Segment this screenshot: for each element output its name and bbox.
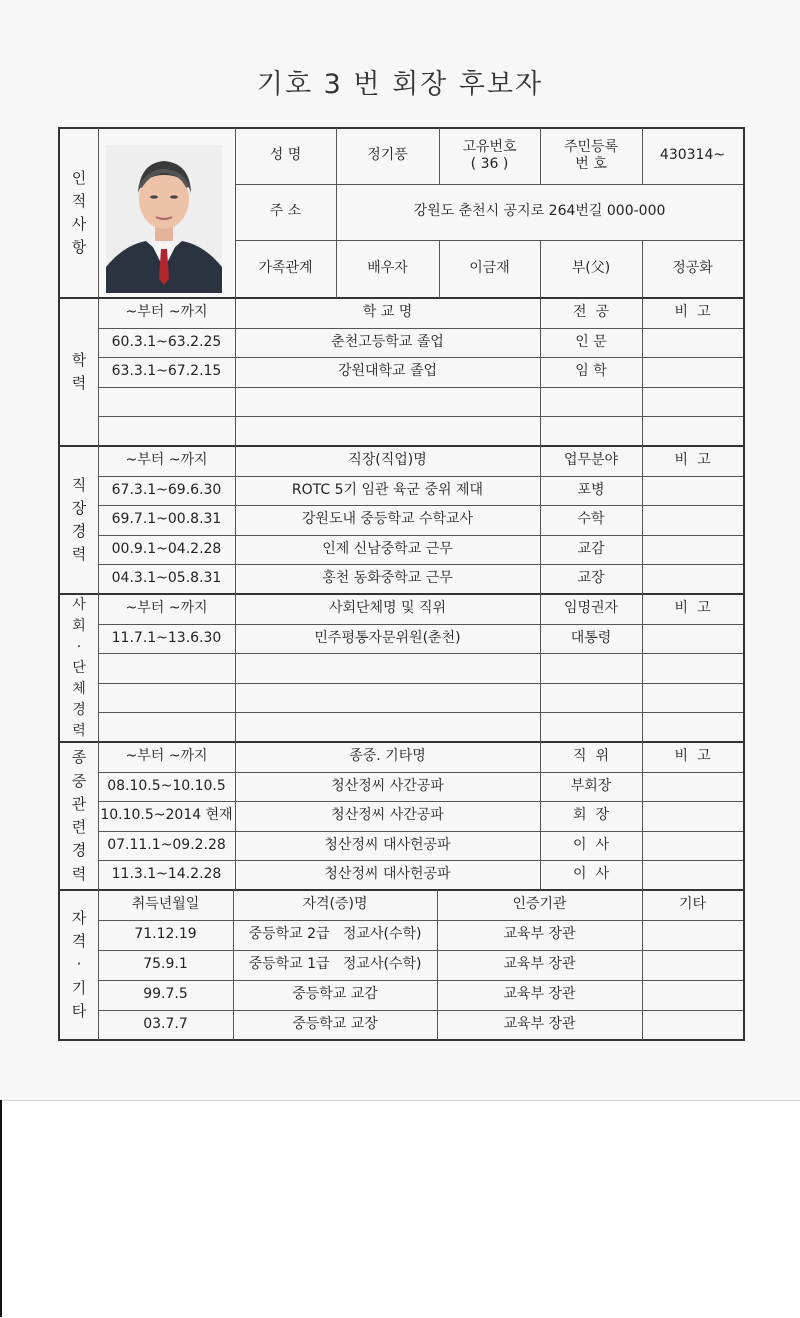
qualifications-name-cell: 중등학교 교감 [292, 986, 378, 1003]
career-name-cell: ROTC 5기 임관 육군 중위 제대 [291, 481, 484, 498]
social-period-cell: 11.7.1~13.6.30 [111, 629, 222, 646]
column-divider [235, 446, 236, 594]
career-period-cell: 69.7.1~00.8.31 [111, 511, 222, 528]
address-value: 강원도 춘천시 공지로 264번길 000-000 [413, 203, 666, 220]
column-divider [642, 298, 643, 446]
education-header-period-cell: ~부터 ~까지 [125, 304, 208, 321]
clan-header-note-cell: 비 고 [674, 748, 711, 765]
social-name-cell [235, 653, 540, 683]
row-divider [98, 712, 743, 713]
id-number-label: 고유번호 ( 36 ) [462, 138, 517, 172]
education-field-cell: 인 문 [575, 333, 607, 350]
clan-header-period-cell: ~부터 ~까지 [125, 748, 208, 765]
column-divider [642, 890, 643, 1040]
qualifications-period-cell: 71.12.19 [134, 926, 197, 943]
social-header-note-cell: 비 고 [674, 600, 711, 617]
row-divider [98, 357, 743, 358]
table-border [58, 127, 60, 1041]
clan-note-cell [642, 801, 743, 831]
column-divider [98, 890, 99, 1040]
column-divider [98, 742, 99, 890]
table-border [235, 240, 743, 241]
education-name-cell [235, 387, 540, 417]
column-divider [540, 446, 541, 594]
qualifications-header-name-cell: 자격(증)명 [302, 896, 368, 913]
clan-field-cell: 이 사 [573, 836, 609, 853]
social-period-cell [98, 683, 235, 713]
qualifications-field-cell: 교육부 장관 [503, 1016, 576, 1033]
column-divider [235, 742, 236, 890]
social-name-cell: 민주평통자문위원(춘천) [314, 629, 461, 646]
clan-header-field-cell: 직 위 [573, 748, 609, 765]
column-divider [98, 446, 99, 594]
table-border [642, 128, 643, 184]
row-divider [98, 950, 743, 951]
candidate-name: 정기풍 [367, 147, 408, 164]
scan-background [0, 1100, 800, 1318]
spouse-name: 이금재 [469, 260, 510, 277]
clan-field-cell: 회 장 [573, 807, 609, 824]
career-field-cell: 포병 [577, 481, 605, 498]
clan-note-cell [642, 860, 743, 890]
career-header-note-cell: 비 고 [674, 452, 711, 469]
column-divider [540, 742, 541, 890]
column-divider [98, 298, 99, 446]
career-field-cell: 수학 [577, 511, 605, 528]
qualifications-name-cell: 중등학교 1급 정교사(수학) [248, 956, 422, 973]
social-header-name-cell: 사회단체명 및 직위 [328, 600, 447, 617]
row-divider [98, 801, 743, 802]
qualifications-period-cell: 99.7.5 [143, 986, 188, 1003]
social-note-cell [642, 624, 743, 654]
row-divider [98, 476, 743, 477]
spouse-label: 배우자 [367, 260, 408, 277]
education-header-note-cell: 비 고 [674, 304, 711, 321]
table-border [235, 184, 743, 185]
education-name-cell [235, 416, 540, 446]
scan-edge [0, 1100, 2, 1317]
row-divider [98, 860, 743, 861]
table-border [336, 240, 337, 298]
clan-field-cell: 부회장 [570, 777, 612, 794]
social-header-period-cell: ~부터 ~까지 [125, 600, 208, 617]
row-divider [98, 1010, 743, 1011]
column-divider [540, 298, 541, 446]
row-divider [98, 772, 743, 773]
qualifications-header-field-cell: 인증기관 [512, 896, 567, 913]
education-name-cell: 춘천고등학교 졸업 [331, 333, 444, 350]
clan-name-cell: 청산정씨 사간공파 [331, 807, 444, 824]
clan-name-cell: 청산정씨 대사헌공파 [324, 866, 451, 883]
page-title: 기호 3 번 회장 후보자 [256, 69, 544, 100]
social-header-field-cell: 임명권자 [563, 600, 619, 617]
clan-name-cell: 청산정씨 사간공파 [331, 777, 444, 794]
education-header-name-cell: 학 교 명 [362, 304, 413, 321]
social-note-cell [642, 712, 743, 742]
social-note-cell [642, 653, 743, 683]
education-note-cell [642, 416, 743, 446]
table-border [439, 128, 440, 184]
table-border [743, 127, 745, 1041]
career-note-cell [642, 505, 743, 535]
registration-label: 주민등록 번 호 [563, 138, 619, 172]
row-divider [98, 831, 743, 832]
education-period-cell [98, 387, 235, 417]
father-name: 정공화 [672, 260, 713, 277]
qualifications-header-note-cell: 기타 [678, 896, 707, 913]
career-header-field-cell: 업무분야 [563, 452, 619, 469]
social-field-cell [540, 712, 642, 742]
column-divider [98, 594, 99, 742]
row-divider [98, 624, 743, 625]
row-divider [98, 387, 743, 388]
career-name-cell: 홍천 동화중학교 근무 [322, 570, 453, 587]
career-name-cell: 인제 신남중학교 근무 [322, 540, 453, 557]
qualifications-section-label: 자 격 · 기 타 [71, 908, 87, 1020]
clan-note-cell [642, 772, 743, 802]
table-border [540, 128, 541, 184]
qualifications-field-cell: 교육부 장관 [503, 926, 576, 943]
social-field-cell [540, 653, 642, 683]
education-section-label: 학 력 [71, 350, 87, 392]
social-section-label: 사 회 · 단 체 경 력 [72, 596, 86, 739]
table-border [642, 240, 643, 298]
column-divider [437, 890, 438, 1040]
qualifications-note-cell [642, 950, 743, 980]
career-note-cell [642, 564, 743, 594]
column-divider [235, 594, 236, 742]
table-border [336, 128, 337, 184]
qualifications-header-period-cell: 취득년월일 [131, 896, 200, 913]
education-field-cell [540, 387, 642, 417]
clan-section-label: 종 중 관 련 경 력 [71, 748, 87, 883]
clan-name-cell: 청산정씨 대사헌공파 [324, 836, 451, 853]
row-divider [98, 920, 743, 921]
row-divider [98, 328, 743, 329]
career-note-cell [642, 476, 743, 506]
social-field-cell: 대통령 [570, 629, 612, 646]
career-period-cell: 00.9.1~04.2.28 [111, 540, 222, 557]
social-name-cell [235, 712, 540, 742]
table-border [540, 240, 541, 298]
education-period-cell: 60.3.1~63.2.25 [111, 333, 222, 350]
education-period-cell: 63.3.1~67.2.15 [111, 363, 222, 380]
education-note-cell [642, 387, 743, 417]
row-divider [98, 980, 743, 981]
registration-value: 430314~ [659, 147, 726, 164]
career-note-cell [642, 535, 743, 565]
qualifications-name-cell: 중등학교 교장 [292, 1016, 378, 1033]
candidate-photo [106, 145, 222, 293]
career-field-cell: 교장 [577, 570, 605, 587]
column-divider [642, 594, 643, 742]
row-divider [98, 564, 743, 565]
career-field-cell: 교감 [577, 540, 605, 557]
row-divider [98, 505, 743, 506]
social-name-cell [235, 683, 540, 713]
qualifications-period-cell: 75.9.1 [143, 956, 188, 973]
row-divider [98, 683, 743, 684]
father-label: 부(父) [571, 260, 611, 277]
clan-period-cell: 07.11.1~09.2.28 [107, 836, 226, 853]
social-period-cell [98, 712, 235, 742]
career-name-cell: 강원도내 중등학교 수학교사 [301, 511, 474, 528]
career-period-cell: 04.3.1~05.8.31 [111, 570, 222, 587]
column-divider [235, 298, 236, 446]
qualifications-note-cell [642, 920, 743, 950]
career-section-label: 직 장 경 력 [71, 475, 87, 564]
education-note-cell [642, 357, 743, 387]
qualifications-field-cell: 교육부 장관 [503, 986, 576, 1003]
social-field-cell [540, 683, 642, 713]
table-border [439, 240, 440, 298]
profile-section-label: 인 적 사 항 [71, 168, 87, 257]
portrait-icon [106, 145, 222, 293]
education-header-field-cell: 전 공 [573, 304, 609, 321]
family-label: 가족관계 [258, 260, 313, 277]
clan-field-cell: 이 사 [573, 866, 609, 883]
column-divider [540, 594, 541, 742]
education-field-cell [540, 416, 642, 446]
career-header-period-cell: ~부터 ~까지 [125, 452, 208, 469]
qualifications-name-cell: 중등학교 2급 정교사(수학) [248, 926, 422, 943]
table-border [336, 184, 337, 240]
table-border [98, 128, 99, 298]
row-divider [98, 416, 743, 417]
address-label: 주 소 [269, 203, 302, 220]
clan-period-cell: 11.3.1~14.2.28 [111, 866, 222, 883]
education-period-cell [98, 416, 235, 446]
clan-period-cell: 08.10.5~10.10.5 [107, 777, 226, 794]
education-note-cell [642, 328, 743, 358]
social-note-cell [642, 683, 743, 713]
education-name-cell: 강원대학교 졸업 [337, 363, 438, 380]
row-divider [98, 535, 743, 536]
qualifications-period-cell: 03.7.7 [143, 1016, 188, 1033]
career-period-cell: 67.3.1~69.6.30 [111, 481, 222, 498]
column-divider [233, 890, 234, 1040]
career-header-name-cell: 직장(직업)명 [348, 452, 427, 469]
column-divider [642, 742, 643, 890]
clan-note-cell [642, 831, 743, 861]
qualifications-field-cell: 교육부 장관 [503, 956, 576, 973]
clan-period-cell: 10.10.5~2014 현재 [100, 807, 233, 824]
column-divider [642, 446, 643, 594]
education-field-cell: 임 학 [575, 363, 607, 380]
row-divider [98, 653, 743, 654]
qualifications-note-cell [642, 1010, 743, 1040]
clan-header-name-cell: 종중. 기타명 [349, 748, 426, 765]
name-label: 성 명 [269, 147, 302, 164]
social-period-cell [98, 653, 235, 683]
qualifications-note-cell [642, 980, 743, 1010]
table-border [235, 128, 236, 298]
